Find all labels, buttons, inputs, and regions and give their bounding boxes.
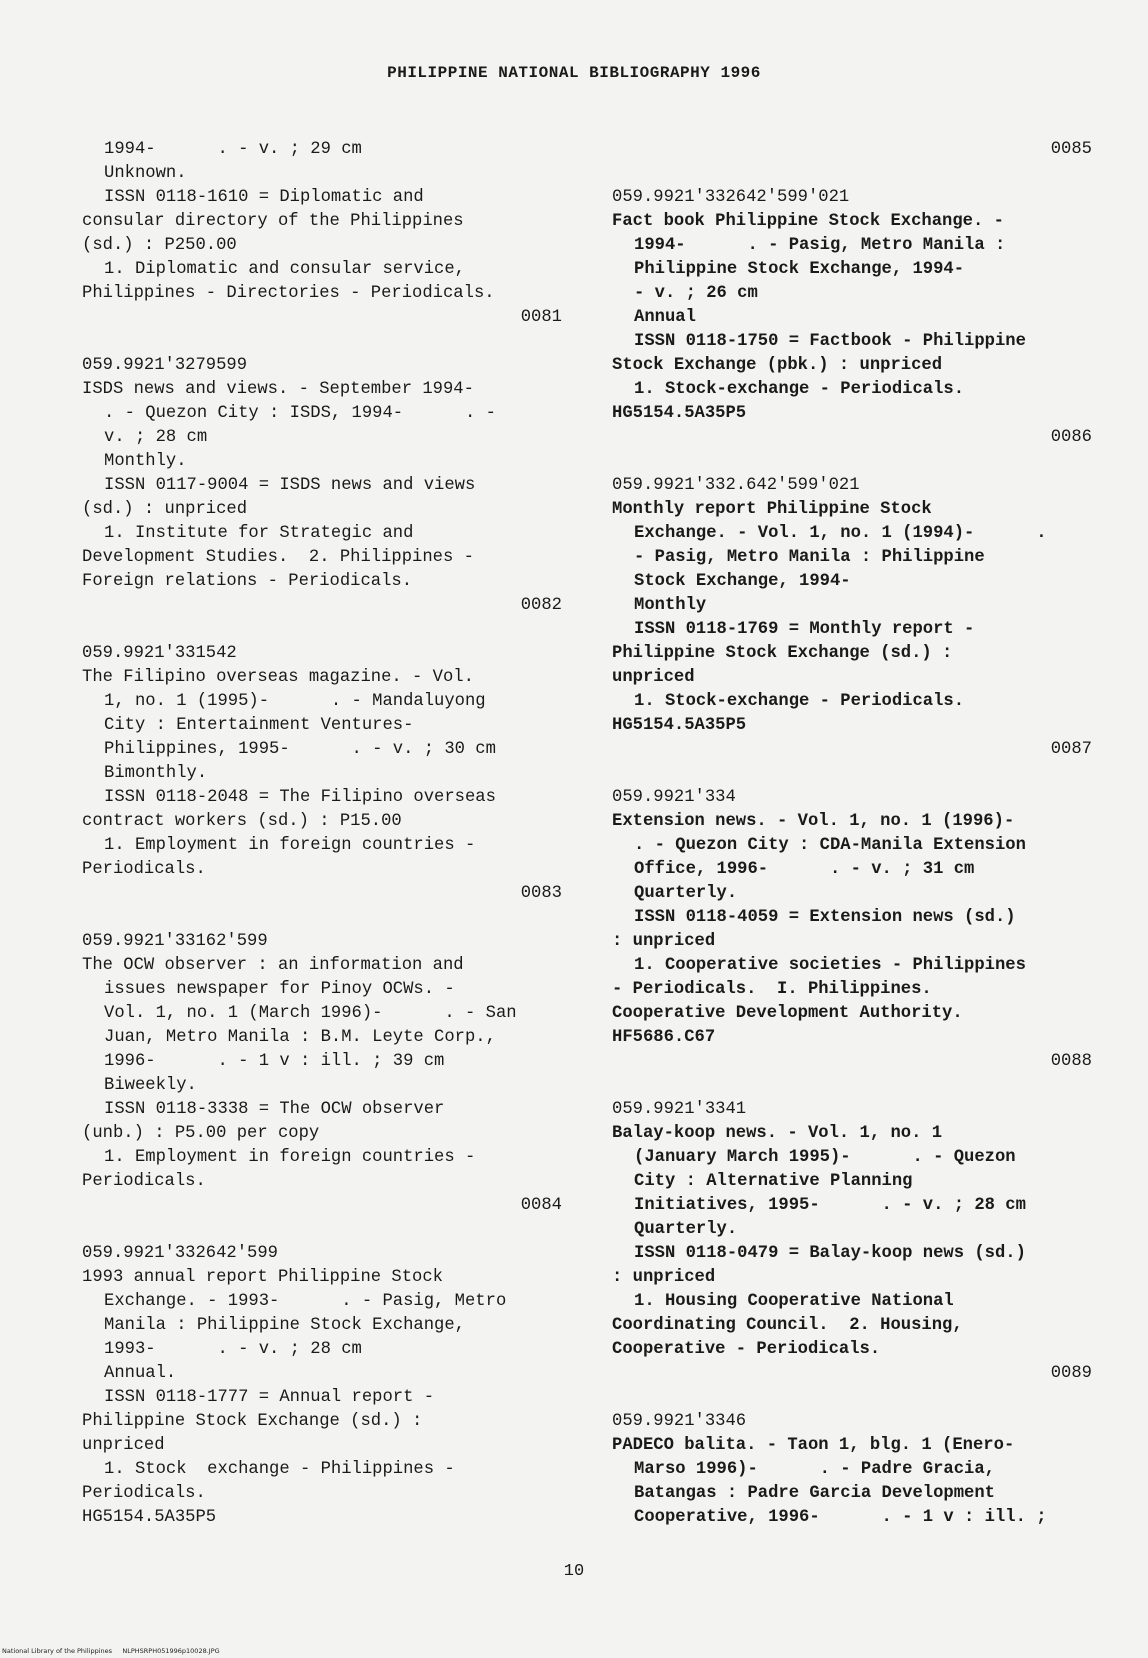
entry-line: Periodicals. — [82, 860, 206, 879]
entry-number: 0086 — [1050, 428, 1092, 447]
entry-line: 1993- . - v. ; 28 cm — [104, 1340, 362, 1359]
entry-line: Quarterly. — [634, 1220, 738, 1239]
entry-line: ISSN 0118-4059 = Extension news (sd.) — [634, 908, 1016, 927]
entry-line: - Pasig, Metro Manila : Philippine — [634, 548, 985, 567]
entry-line: 059.9921'3346 — [612, 1412, 747, 1431]
entry-line: Stock Exchange, 1994- — [634, 572, 851, 591]
entry-line: : unpriced — [612, 1268, 716, 1287]
entry-line: 1. Stock-exchange - Periodicals. — [634, 380, 965, 399]
entry-line: ISSN 0118-3338 = The OCW observer — [104, 1100, 445, 1119]
spacer — [612, 162, 1092, 186]
entry-line: 1. Employment in foreign countries - — [104, 836, 476, 855]
entry-number: 0089 — [1050, 1364, 1092, 1383]
spacer — [82, 906, 562, 930]
entry-line: (sd.) : unpriced — [82, 500, 248, 519]
entry-line: 059.9921'334 — [612, 788, 736, 807]
entry-line: Initiatives, 1995- . - v. ; 28 cm — [634, 1196, 1026, 1215]
entry-line: Annual. — [104, 1364, 177, 1383]
entry-line: Vol. 1, no. 1 (March 1996)- . - San — [104, 1004, 517, 1023]
entry-line: ISSN 0118-0479 = Balay-koop news (sd.) — [634, 1244, 1026, 1263]
entry-line: ISSN 0118-2048 = The Filipino overseas — [104, 788, 496, 807]
entry-line: contract workers (sd.) : P15.00 — [82, 812, 402, 831]
entry-line: - Periodicals. I. Philippines. — [612, 980, 932, 999]
spacer — [612, 762, 1092, 786]
entry-line: City : Entertainment Ventures- — [104, 716, 414, 735]
entry-line: 1996- . - 1 v : ill. ; 39 cm — [104, 1052, 445, 1071]
entry-line: Monthly — [634, 596, 707, 615]
entry-line: Philippines - Directories - Periodicals. — [82, 284, 495, 303]
entry-line: 1993 annual report Philippine Stock — [82, 1268, 443, 1287]
entry-line: : unpriced — [612, 932, 716, 951]
entry-line: unpriced — [82, 1436, 165, 1455]
entry-line: 1. Housing Cooperative National — [634, 1292, 954, 1311]
page-number: 10 — [563, 1562, 585, 1581]
entry-line: Batangas : Padre Garcia Development — [634, 1484, 995, 1503]
entry-number: 0084 — [520, 1196, 562, 1215]
entry-line: Exchange. - Vol. 1, no. 1 (1994)- . — [634, 524, 1047, 543]
entry-line: Monthly. — [104, 452, 187, 471]
entry-line: 059.9921'3341 — [612, 1100, 747, 1119]
right-column — [612, 138, 1092, 1530]
entry-line: Balay-koop news. - Vol. 1, no. 1 — [612, 1124, 943, 1143]
entry-line: HF5686.C67 — [612, 1028, 716, 1047]
entry-line: Development Studies. 2. Philippines - — [82, 548, 474, 567]
spacer — [612, 1074, 1092, 1098]
entry-line: 1. Cooperative societies - Philippines — [634, 956, 1026, 975]
entry-line: consular directory of the Philippines — [82, 212, 464, 231]
entry-line: Foreign relations - Periodicals. — [82, 572, 413, 591]
entry-line: Quarterly. — [634, 884, 738, 903]
entry-line: 059.9921'332642'599 — [82, 1244, 278, 1263]
entry-line: . - Quezon City : CDA-Manila Extension — [634, 836, 1026, 855]
entry-line: (unb.) : P5.00 per copy — [82, 1124, 320, 1143]
spacer — [612, 1386, 1092, 1410]
entry-line: The Filipino overseas magazine. - Vol. — [82, 668, 474, 687]
entry-line: Philippine Stock Exchange (sd.) : — [82, 1412, 423, 1431]
entry-line: Marso 1996)- . - Padre Gracia, — [634, 1460, 995, 1479]
entry-line: 1. Stock-exchange - Periodicals. — [634, 692, 965, 711]
entry-line: 1. Institute for Strategic and — [104, 524, 414, 543]
entry-number: 0085 — [1050, 140, 1092, 159]
page-title: PHILIPPINE NATIONAL BIBLIOGRAPHY 1996 — [387, 64, 761, 82]
entry-line: Periodicals. — [82, 1484, 206, 1503]
entry-line: ISSN 0118-1750 = Factbook - Philippine — [634, 332, 1026, 351]
entry-line: Bimonthly. — [104, 764, 208, 783]
entry-line: unpriced — [612, 668, 695, 687]
entry-line: (January March 1995)- . - Quezon — [634, 1148, 1016, 1167]
spacer — [82, 618, 562, 642]
entry-line: ISSN 0118-1610 = Diplomatic and — [104, 188, 424, 207]
entry-number: 0087 — [1050, 740, 1092, 759]
entry-line: Biweekly. — [104, 1076, 197, 1095]
entry-line: The OCW observer : an information and — [82, 956, 464, 975]
entry-line: 059.9921'331542 — [82, 644, 237, 663]
entry-number: 0082 — [520, 596, 562, 615]
entry-line: ISDS news and views. - September 1994- — [82, 380, 474, 399]
entry-line: Periodicals. — [82, 1172, 206, 1191]
entry-line: Philippine Stock Exchange (sd.) : — [612, 644, 953, 663]
entry-number: 0081 — [520, 308, 562, 327]
entry-line: Cooperative, 1996- . - 1 v : ill. ; — [634, 1508, 1047, 1527]
entry-line: 1. Diplomatic and consular service, — [104, 260, 465, 279]
entry-line: 1, no. 1 (1995)- . - Mandaluyong — [104, 692, 486, 711]
entry-line: Stock Exchange (pbk.) : unpriced — [612, 356, 943, 375]
spacer — [82, 1218, 562, 1242]
entry-line: Cooperative Development Authority. — [612, 1004, 963, 1023]
entry-line: Cooperative - Periodicals. — [612, 1340, 881, 1359]
spacer — [82, 330, 562, 354]
entry-line: Manila : Philippine Stock Exchange, — [104, 1316, 465, 1335]
entry-line: ISSN 0118-1777 = Annual report - — [104, 1388, 435, 1407]
entry-line: Annual — [634, 308, 696, 327]
entry-line: 1994- . - v. ; 29 cm — [104, 140, 362, 159]
entry-line: Extension news. - Vol. 1, no. 1 (1996)- — [612, 812, 1015, 831]
entry-line: issues newspaper for Pinoy OCWs. - — [104, 980, 455, 999]
entry-line: HG5154.5A35P5 — [612, 716, 747, 735]
entry-line: Office, 1996- . - v. ; 31 cm — [634, 860, 975, 879]
entry-line: Juan, Metro Manila : B.M. Leyte Corp., — [104, 1028, 496, 1047]
entry-line: Philippines, 1995- . - v. ; 30 cm — [104, 740, 496, 759]
left-column — [82, 138, 562, 1530]
entry-line: 1994- . - Pasig, Metro Manila : — [634, 236, 1006, 255]
entry-line: Monthly report Philippine Stock — [612, 500, 932, 519]
entry-line: 1. Stock exchange - Philippines - — [104, 1460, 455, 1479]
entry-line: ISSN 0117-9004 = ISDS news and views — [104, 476, 476, 495]
entry-line: HG5154.5A35P5 — [82, 1508, 217, 1527]
entry-line: Exchange. - 1993- . - Pasig, Metro — [104, 1292, 507, 1311]
entry-line: Coordinating Council. 2. Housing, — [612, 1316, 963, 1335]
entry-line: 059.9921'332642'599'021 — [612, 188, 850, 207]
entry-line: Fact book Philippine Stock Exchange. - — [612, 212, 1004, 231]
entry-line: PADECO balita. - Taon 1, blg. 1 (Enero- — [612, 1436, 1015, 1455]
entry-line: - v. ; 26 cm — [634, 284, 758, 303]
entry-line: ISSN 0118-1769 = Monthly report - — [634, 620, 975, 639]
scan-footer: National Library of the Philippines NLPHSRPH051996p10028.JPG — [2, 1647, 220, 1655]
entry-line: 059.9921'33162'599 — [82, 932, 268, 951]
entry-line: Philippine Stock Exchange, 1994- — [634, 260, 965, 279]
entry-line: . - Quezon City : ISDS, 1994- . - — [104, 404, 496, 423]
entry-number: 0088 — [1050, 1052, 1092, 1071]
entry-line: (sd.) : P250.00 — [82, 236, 237, 255]
entry-line: 1. Employment in foreign countries - — [104, 1148, 476, 1167]
entry-line: v. ; 28 cm — [104, 428, 208, 447]
entry-line: City : Alternative Planning — [634, 1172, 913, 1191]
entry-number: 0083 — [520, 884, 562, 903]
spacer — [612, 450, 1092, 474]
entry-line: Unknown. — [104, 164, 187, 183]
entry-line: 059.9921'3279599 — [82, 356, 248, 375]
entry-line: 059.9921'332.642'599'021 — [612, 476, 860, 495]
entry-line: HG5154.5A35P5 — [612, 404, 747, 423]
